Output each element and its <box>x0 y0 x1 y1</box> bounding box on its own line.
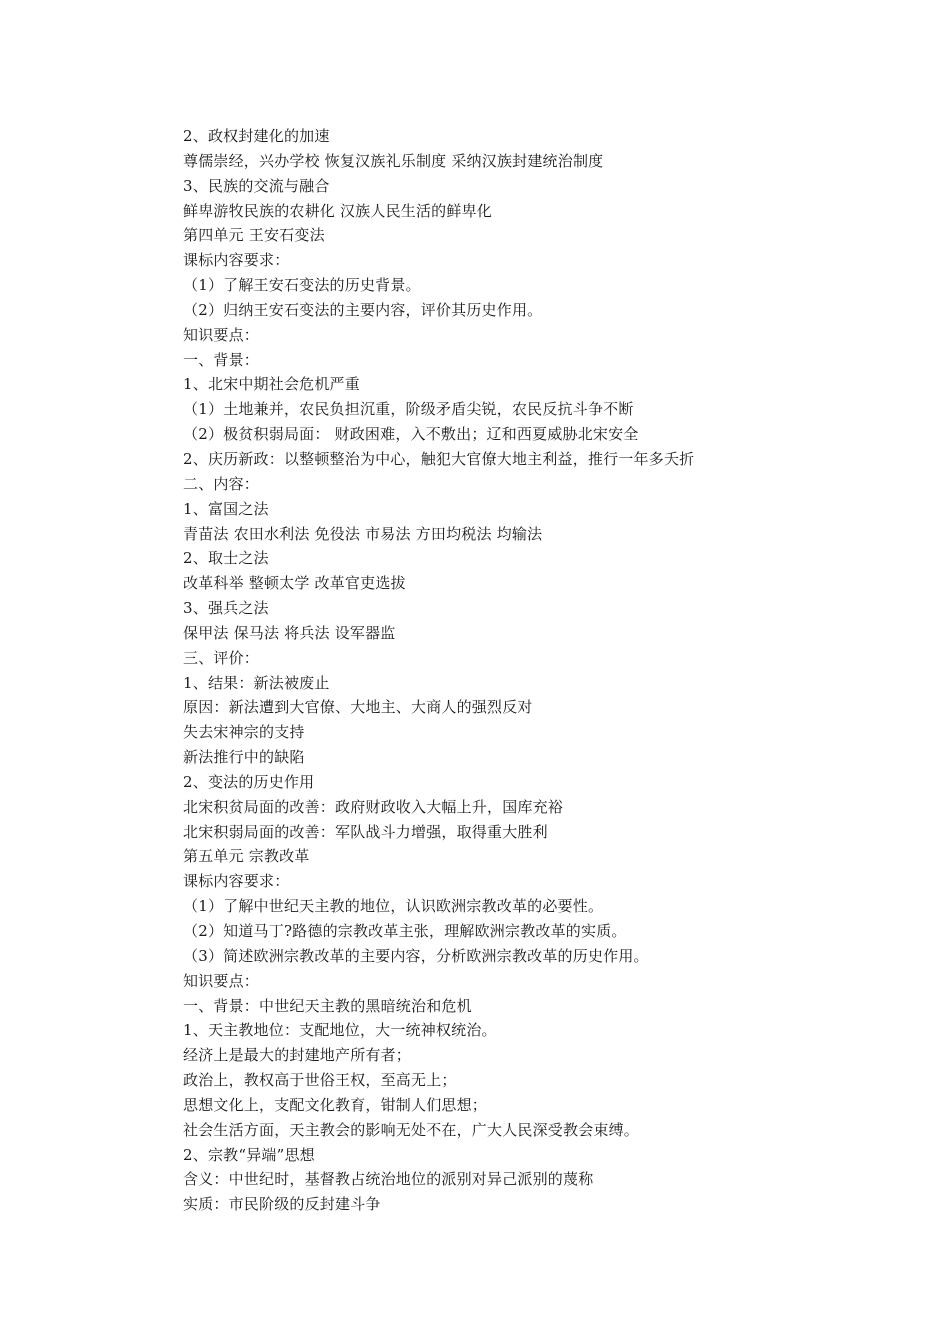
text-line: 2、宗教“异端”思想 <box>183 1145 315 1164</box>
text-line: 鲜卑游牧民族的农耕化 汉族人民生活的鲜卑化 <box>183 201 492 220</box>
text-line: 原因：新法遭到大官僚、大地主、大商人的强烈反对 <box>183 698 533 717</box>
text-line: （2）极贫积弱局面： 财政困难，入不敷出；辽和西夏威胁北宋安全 <box>183 425 639 444</box>
text-line: 1、北宋中期社会危机严重 <box>183 375 360 394</box>
text-line: （1）了解王安石变法的历史背景。 <box>183 276 421 295</box>
text-line: 政治上，教权高于世俗王权，至高无上； <box>183 1071 457 1090</box>
text-line: 北宋积贫局面的改善：政府财政收入大幅上升，国库充裕 <box>183 797 564 816</box>
text-line: 知识要点： <box>183 971 260 990</box>
text-line: 尊儒崇经，兴办学校 恢复汉族礼乐制度 采纳汉族封建统治制度 <box>183 151 604 170</box>
text-line: 课标内容要求： <box>183 872 290 891</box>
text-line: 青苗法 农田水利法 免役法 市易法 方田均税法 均输法 <box>183 524 543 543</box>
text-line: 2、变法的历史作用 <box>183 772 315 791</box>
text-line: （1）土地兼并，农民负担沉重，阶级矛盾尖锐，农民反抗斗争不断 <box>183 400 634 419</box>
text-line: 一、背景： <box>183 350 260 369</box>
text-line: 实质：市民阶级的反封建斗争 <box>183 1195 381 1214</box>
document-page <box>183 124 883 1217</box>
text-line: 2、政权封建化的加速 <box>183 127 330 145</box>
text-line: 第四单元 王安石变法 <box>183 226 325 245</box>
text-line: 2、取士之法 <box>183 549 269 568</box>
text-line: 2、庆历新政：以整顿整治为中心，触犯大官僚大地主利益，推行一年多夭折 <box>183 449 695 468</box>
text-line: 思想文化上，支配文化教育，钳制人们思想； <box>183 1095 488 1114</box>
text-line: （3）简述欧洲宗教改革的主要内容，分析欧洲宗教改革的历史作用。 <box>183 946 649 965</box>
text-line: 一、背景：中世纪天主教的黑暗统治和危机 <box>183 996 472 1015</box>
text-line: 经济上是最大的封建地产所有者； <box>183 1046 412 1065</box>
text-line: （2）归纳王安石变法的主要内容，评价其历史作用。 <box>183 300 543 319</box>
text-line: 1、富国之法 <box>183 499 269 518</box>
text-line: 二、内容： <box>183 474 260 493</box>
text-line: 失去宋神宗的支持 <box>183 723 305 742</box>
text-line: 北宋积弱局面的改善：军队战斗力增强，取得重大胜利 <box>183 822 548 841</box>
text-line: 改革科举 整顿太学 改革官吏选拔 <box>183 574 406 593</box>
text-line: 3、强兵之法 <box>183 599 269 618</box>
text-line: 1、结果：新法被废止 <box>183 673 330 692</box>
text-line: 1、天主教地位：支配地位，大一统神权统治。 <box>183 1021 497 1040</box>
text-line: 保甲法 保马法 将兵法 设军器监 <box>183 623 396 642</box>
text-line: 第五单元 宗教改革 <box>183 847 310 866</box>
text-line: 社会生活方面，天主教会的影响无处不在，广大人民深受教会束缚。 <box>183 1120 640 1139</box>
text-line: 知识要点： <box>183 325 260 344</box>
text-line: 三、评价： <box>183 648 260 667</box>
text-line: 3、民族的交流与融合 <box>183 176 330 195</box>
text-line: （2）知道马丁?路德的宗教改革主张，理解欧洲宗教改革的实质。 <box>183 922 627 940</box>
text-line: 含义：中世纪时，基督教占统治地位的派别对异己派别的蔑称 <box>183 1170 594 1189</box>
text-line: 新法推行中的缺陷 <box>183 748 305 767</box>
text-line: （1）了解中世纪天主教的地位，认识欧洲宗教改革的必要性。 <box>183 897 604 916</box>
text-line: 课标内容要求： <box>183 251 290 270</box>
